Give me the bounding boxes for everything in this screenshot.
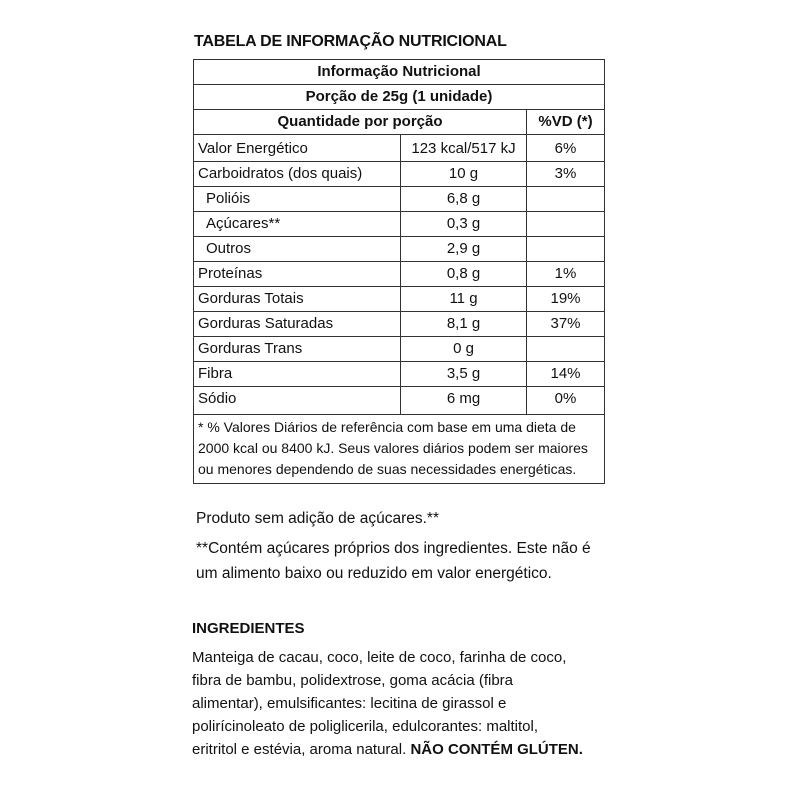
column-header-quantity: Quantidade por porção — [194, 110, 527, 135]
table-row — [194, 362, 605, 387]
nutrient-name: Açúcares** — [194, 212, 401, 237]
nutrient-name: Sódio — [194, 387, 401, 415]
nutrient-name: Gorduras Trans — [194, 337, 401, 362]
notes — [196, 506, 596, 586]
no-sugar-note: Produto sem adição de açúcares.** — [196, 510, 439, 527]
table-row — [194, 312, 605, 337]
nutrient-qty: 3,5 g — [401, 362, 527, 387]
page-title: TABELA DE INFORMAÇÃO NUTRICIONAL — [194, 33, 507, 50]
nutrient-vd — [527, 237, 605, 262]
nutrient-qty: 11 g — [401, 287, 527, 312]
nutrient-vd: 6% — [527, 135, 605, 162]
table-row — [194, 237, 605, 262]
nutrient-qty: 0,8 g — [401, 262, 527, 287]
ingredients-list: Manteiga de cacau, coco, leite de coco, farinha de coco, fibra de bambu, polidextrose, goma acácia (fibra alimentar), emulsificantes: lecitina de girassol e polirícinoleato de poliglicerila, edulcorantes: maltitol, eritritol e estévia, aroma natural. — [192, 649, 567, 758]
nutrient-qty: 2,9 g — [401, 237, 527, 262]
gluten-warning: NÃO CONTÉM GLÚTEN. — [410, 741, 583, 758]
nutrition-table — [193, 59, 605, 484]
table-row — [194, 262, 605, 287]
column-header-vd: %VD (*) — [527, 110, 605, 135]
table-footnote: * % Valores Diários de referência com base em uma dieta de 2000 kcal ou 8400 kJ. Seus valores diários podem ser maiores ou menores dependendo de suas necessidades energéticas. — [194, 415, 605, 484]
nutrient-qty: 0,3 g — [401, 212, 527, 237]
nutrient-vd: 14% — [527, 362, 605, 387]
table-row — [194, 212, 605, 237]
table-row — [194, 135, 605, 162]
nutrient-name: Valor Energético — [194, 135, 401, 162]
portion-label: Porção de 25g (1 unidade) — [194, 85, 605, 110]
table-row — [194, 287, 605, 312]
ingredients-text — [192, 646, 587, 761]
ingredients-heading: INGREDIENTES — [192, 620, 305, 637]
table-heading: Informação Nutricional — [194, 60, 605, 85]
nutrient-vd: 1% — [527, 262, 605, 287]
nutrient-vd — [527, 187, 605, 212]
table-row — [194, 337, 605, 362]
table-row — [194, 187, 605, 212]
nutrient-qty: 8,1 g — [401, 312, 527, 337]
nutrient-qty: 6,8 g — [401, 187, 527, 212]
nutrient-vd: 19% — [527, 287, 605, 312]
nutrient-name: Gorduras Saturadas — [194, 312, 401, 337]
nutrient-vd: 0% — [527, 387, 605, 415]
nutrient-vd: 3% — [527, 162, 605, 187]
nutrient-qty: 6 mg — [401, 387, 527, 415]
nutrient-name: Fibra — [194, 362, 401, 387]
nutrient-qty: 123 kcal/517 kJ — [401, 135, 527, 162]
table-row — [194, 162, 605, 187]
sugar-content-note: **Contém açúcares próprios dos ingredientes. Este não é um alimento baixo ou reduzido em valor energético. — [196, 540, 591, 582]
nutrient-qty: 10 g — [401, 162, 527, 187]
nutrient-name: Gorduras Totais — [194, 287, 401, 312]
nutrient-vd — [527, 212, 605, 237]
nutrient-qty: 0 g — [401, 337, 527, 362]
table-row — [194, 387, 605, 415]
nutrient-name: Outros — [194, 237, 401, 262]
nutrient-name: Carboidratos (dos quais) — [194, 162, 401, 187]
nutrient-vd: 37% — [527, 312, 605, 337]
nutrient-vd — [527, 337, 605, 362]
nutrient-name: Proteínas — [194, 262, 401, 287]
nutrient-name: Polióis — [194, 187, 401, 212]
